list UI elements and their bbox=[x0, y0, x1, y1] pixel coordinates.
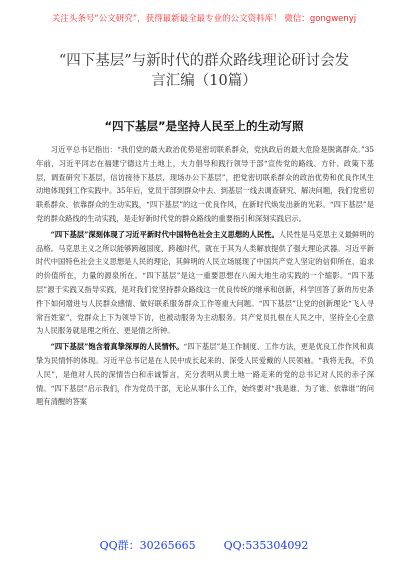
paragraph-2 bbox=[36, 228, 374, 338]
footer-contact bbox=[0, 537, 408, 553]
document-body bbox=[36, 143, 374, 411]
promo-banner: 关注头条号“公文研究”，获得最新最全最专业的公文资料库！ 微信：gongwenyj bbox=[51, 14, 357, 24]
section-heading: “四下基层”是坚持人民至上的生动写照 bbox=[104, 119, 304, 133]
paragraph-lead: “四下基层”饱含着真挚深厚的人民情怀。 bbox=[50, 342, 184, 352]
paragraph-3 bbox=[36, 340, 374, 409]
paragraph-text: 习近平总书记指出：“我们党的最大政治优势是密切联系群众，党执政后的最大危险是脱离群众。”35年前，习近平同志在福建宁德这片土地上，大力倡导和践行领导干部“宣传党的路线、方针、政策下基层，调查研究下基层，信访接待下基层，现场办公下基层”，把党密切联系群众的政治优势和优良作风生动地体现到工作实践中。35年后，党员干部到群众中去、到基层一线去调查研究、解决问题，我们党密切联系群众、依靠群众的生动实践，“四下基层”的这一优良作风，在新时代焕发出新的光彩。“四下基层”是党的群众路线的生动实践，是走好新时代党的群众路线的重要指引和深刻实践启示。 bbox=[36, 145, 374, 223]
paragraph-text: “四下基层”是工作制度、工作方法，更是优良工作作风和真挚为民情怀的体现。习近平总书记是在人民中成长起来的、深受人民爱戴的人民领袖。“我将无我，不负人民”，是他对人民的深情告白和赤诚誓言，充分表明从黄土地一路走来的党的总书记对人民的赤子深情。“四下基层”启示我们，作为党员干部，无论从事什么工作，始终要对“我是谁、为了谁、依靠谁”的问题有清醒的答案 bbox=[36, 342, 374, 407]
qq-group-number: QQ群：30265665 bbox=[99, 539, 196, 552]
paragraph-1 bbox=[36, 143, 374, 226]
qq-number: QQ:535304092 bbox=[223, 539, 309, 552]
document-title: “四下基层”与新时代的群众路线理论研讨会发言汇编（10篇） bbox=[58, 53, 350, 89]
paragraph-lead: “四下基层”深刻体现了习近平新时代中国特色社会主义思想的人民性。 bbox=[50, 229, 279, 239]
paragraph-text: 人民性是马克思主义最鲜明的品格。马克思主义之所以能够跨越国度、跨越时代，就在于其为人类解放提供了强大理论武器。习近平新时代中国特色社会主义思想是人民的理论，其鲜明的人民立场展现了中国共产党人坚定的信仰所在、追求的价值所在，力量的源泉所在。“四下基层”是这一重要思想在八闽大地生动实践的一个缩影。“四下基层”源于实践又指导实践，是对我们党坚持群众路线这一优良传统的继承和创新，科学回答了新的历史条件下如何增进与人民群众感情、做好联系服务群众工作等重大问题。“四下基层”让党的创新理论“飞入寻常百姓家”，党群众上下为领导下访，也被动服务为主动服务。共产党员扎根在人民之中，坚持全心全意为人民服务就是理之所在、更是情之所钟。 bbox=[36, 229, 374, 336]
